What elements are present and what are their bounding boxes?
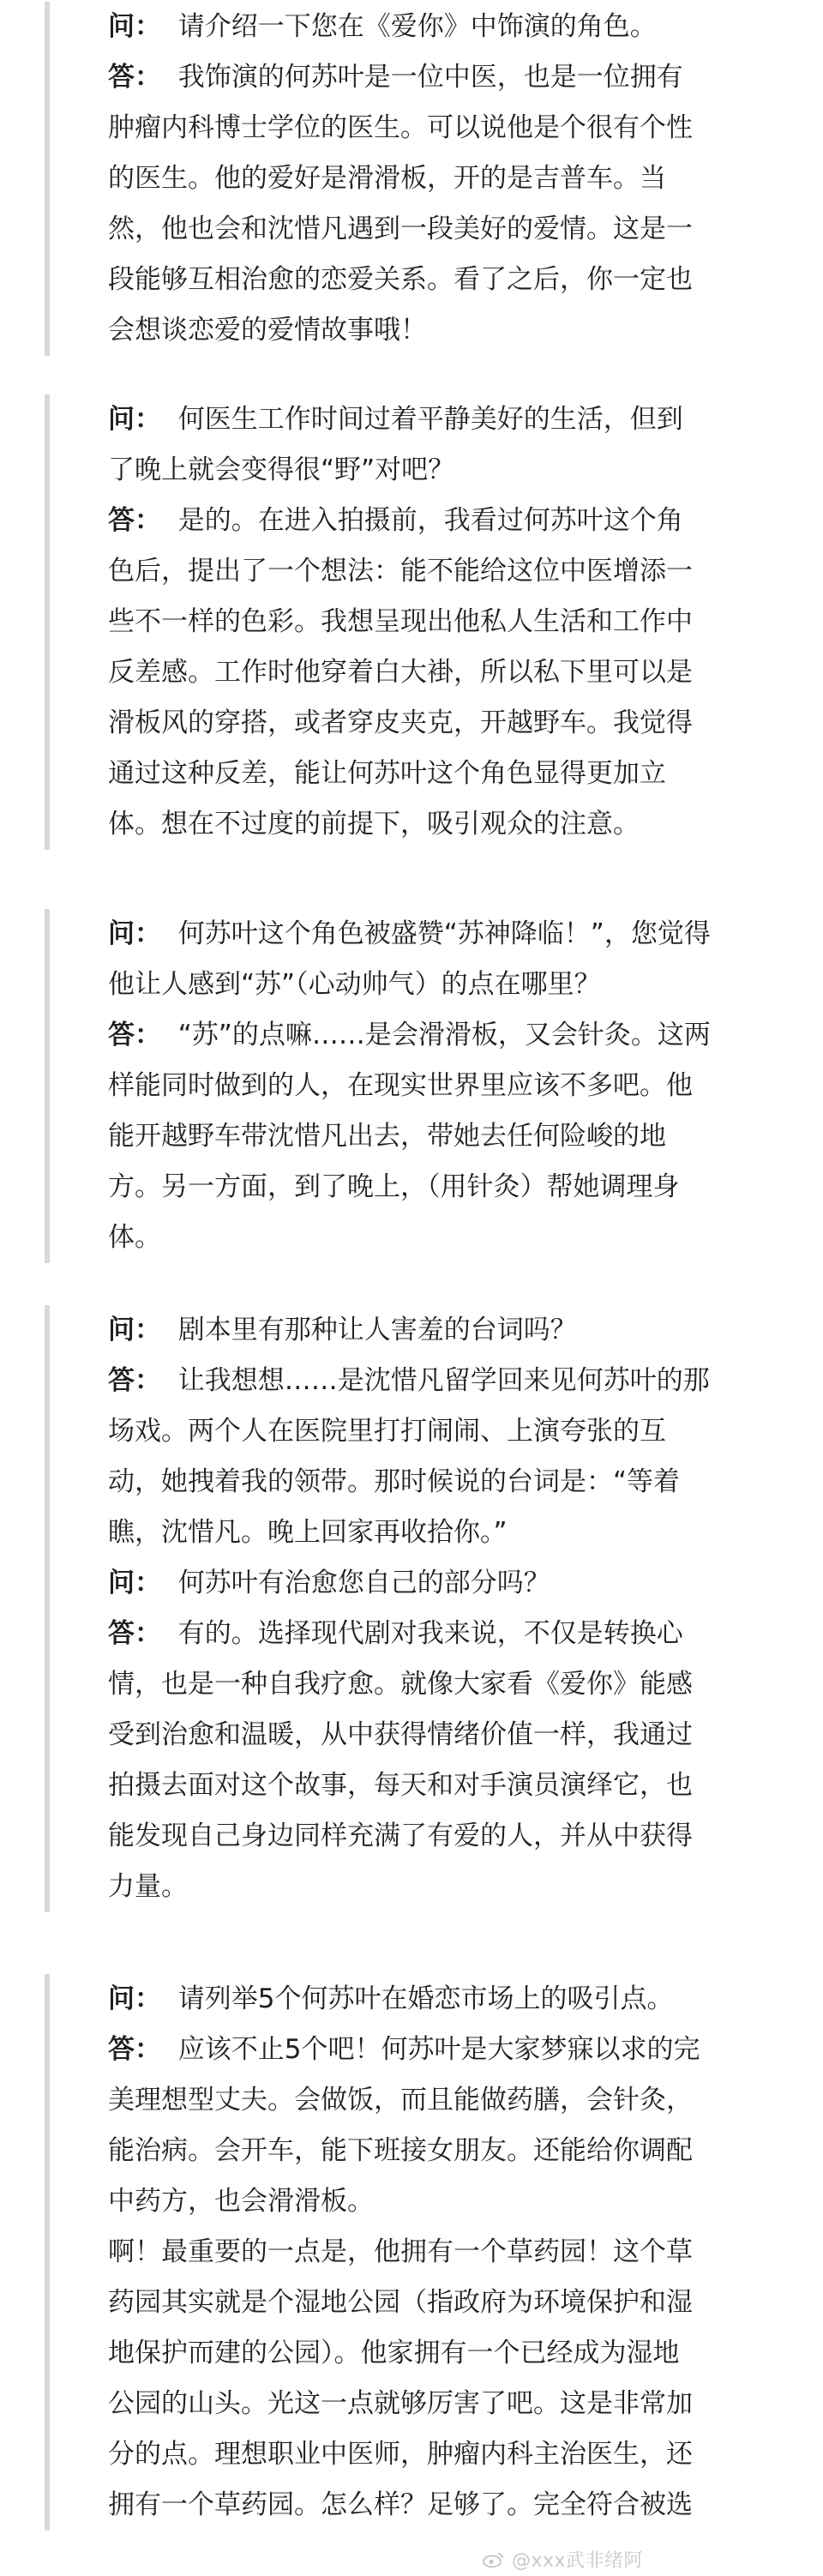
question-label: 问： [108,404,161,435]
qa-line [108,2379,790,2429]
qa-line-text: 有的。选择现代剧对我来说，不仅是转换心 [177,1618,683,1649]
qa-line [108,1406,790,1457]
qa-block-lines [108,394,790,850]
qa-line [108,698,790,749]
qa-line [108,445,790,496]
qa-block-lines [108,2,790,356]
qa-line [108,305,790,356]
qa-line-text: 啊！最重要的一点是，他拥有一个草药园！这个草 [108,2236,693,2267]
qa-block-lines [108,909,790,1263]
qa-line-text: 通过这种反差，能让何苏叶这个角色显得更加立 [108,758,666,789]
qa-line [108,2328,790,2379]
qa-line [108,2025,790,2075]
qa-line-text: 我饰演的何苏叶是一位中医，也是一位拥有 [177,62,683,93]
qa-line-text: 体。想在不过度的前提下，吸引观众的注意。 [108,809,640,840]
qa-line [108,1710,790,1760]
qa-line [108,255,790,305]
qa-line-text: 拥有一个草药园。怎么样？足够了。完全符合被选 [108,2489,693,2520]
qa-line-text: 是的。在进入拍摄前，我看过何苏叶这个角 [177,505,683,536]
qa-line [108,204,790,255]
qa-line-text: 情，也是一种自我疗愈。就像大家看《爱你》能感 [108,1669,693,1700]
answer-label: 答： [108,2034,161,2065]
qa-line [108,1609,790,1659]
qa-line [108,1508,790,1558]
qa-line-text: 方。另一方面，到了晚上，（用针灸）帮她调理身 [108,1171,680,1202]
qa-line [108,2227,790,2278]
qa-line-text: 拍摄去面对这个故事，每天和对手演员演绎它，也 [108,1770,693,1801]
answer-label: 答： [108,62,161,93]
qa-line-text: 体。 [108,1222,161,1253]
qa-line [108,2480,790,2531]
question-label: 问： [108,11,161,42]
qa-line [108,749,790,799]
qa-line [108,546,790,597]
qa-line-text: 反差感。工作时他穿着白大褂，所以私下里可以是 [108,657,693,688]
qa-block-3 [45,909,790,1263]
qa-line-text: 些不一样的色彩。我想呈现出他私人生活和工作中 [108,606,693,637]
qa-line-text: 段能够互相治愈的恋爱关系。看了之后，你一定也 [108,264,693,295]
qa-line [108,1305,790,1356]
qa-block-1 [45,2,790,356]
qa-block-lines [108,1974,790,2531]
qa-line [108,1111,790,1162]
answer-label: 答： [108,505,161,536]
watermark-text: @xxx武非绪阿 [511,2550,643,2572]
qa-line-text: 的医生。他的爱好是滑滑板，开的是吉普车。当 [108,163,666,194]
qa-line-text: 请列举5个何苏叶在婚恋市场上的吸引点。 [177,1983,674,2014]
qa-line-text: 肿瘤内科博士学位的医生。可以说他是个很有个性 [108,112,693,143]
qa-line-text: “苏”的点嘛……是会滑滑板，又会针灸。这两 [177,1020,711,1050]
qa-block-2 [45,394,790,850]
qa-line-text: 剧本里有那种让人害羞的台词吗？ [177,1315,577,1345]
qa-line [108,2075,790,2126]
qa-block-lines [108,1305,790,1912]
qa-line [108,1356,790,1406]
question-label: 问： [108,1568,161,1598]
qa-line [108,799,790,850]
qa-line [108,909,790,960]
qa-line-text: 何苏叶有治愈您自己的部分吗？ [177,1568,550,1598]
question-label: 问： [108,1983,161,2014]
answer-label: 答： [108,1618,161,1649]
qa-line [108,153,790,204]
qa-line [108,52,790,103]
qa-line-text: 力量。 [108,1871,188,1902]
qa-line-text: 何医生工作时间过着平静美好的生活，但到 [177,404,683,435]
qa-line-text: 能治病。会开车，能下班接女朋友。还能给你调配 [108,2135,693,2166]
qa-line [108,1558,790,1609]
qa-line [108,647,790,698]
qa-line [108,597,790,647]
qa-line [108,2429,790,2480]
qa-line-text: 何苏叶这个角色被盛赞“苏神降临！”，您觉得 [177,918,711,949]
qa-line-text: 应该不止5个吧！何苏叶是大家梦寐以求的完 [177,2034,700,2065]
watermark [483,2546,643,2573]
qa-line-text: 公园的山头。光这一点就够厉害了吧。这是非常加 [108,2388,693,2419]
qa-line [108,1974,790,2025]
qa-line-text: 中药方，也会滑滑板。 [108,2186,374,2217]
qa-line-text: 美理想型丈夫。会做饭，而且能做药膳，会针灸， [108,2085,693,2116]
qa-line-text: 会想谈恋爱的爱情故事哦！ [108,315,427,346]
qa-line [108,1162,790,1213]
qa-line [108,1811,790,1862]
qa-block-5 [45,1974,790,2531]
qa-line-text: 样能同时做到的人，在现实世界里应该不多吧。他 [108,1070,693,1101]
qa-block-4 [45,1305,790,1912]
qa-line [108,960,790,1010]
qa-line [108,2,790,52]
qa-line-text: 能开越野车带沈惜凡出去，带她去任何险峻的地 [108,1121,666,1152]
qa-line-text: 色后，提出了一个想法：能不能给这位中医增添一 [108,556,693,587]
qa-line [108,496,790,546]
qa-line-text: 滑板风的穿搭，或者穿皮夹克，开越野车。我觉得 [108,707,693,738]
qa-line [108,1457,790,1508]
qa-line [108,103,790,153]
qa-line-text: 地保护而建的公园）。他家拥有一个已经成为湿地 [108,2338,680,2368]
qa-line-text: 分的点。理想职业中医师，肿瘤内科主治医生，还 [108,2439,693,2470]
qa-line-text: 请介绍一下您在《爱你》中饰演的角色。 [177,11,657,42]
qa-line-text: 场戏。两个人在医院里打打闹闹、上演夸张的互 [108,1416,666,1447]
qa-line-text: 了晚上就会变得很“野”对吧？ [108,454,455,485]
qa-line [108,1213,790,1263]
question-label: 问： [108,918,161,949]
qa-line-text: 然，他也会和沈惜凡遇到一段美好的爱情。这是一 [108,214,693,244]
qa-line-text: 受到治愈和温暖，从中获得情绪价值一样，我通过 [108,1719,693,1750]
qa-line-text: 动，她拽着我的领带。那时候说的台词是：“等着 [108,1466,681,1497]
weibo-logo-icon [483,2551,505,2568]
qa-line-text: 能发现自己身边同样充满了有爱的人，并从中获得 [108,1821,693,1851]
answer-label: 答： [108,1020,161,1050]
qa-line [108,394,790,445]
qa-line-text: 让我想想……是沈惜凡留学回来见何苏叶的那 [177,1365,710,1396]
qa-line-text: 药园其实就是个湿地公园（指政府为环境保护和湿 [108,2287,693,2318]
qa-line [108,2176,790,2227]
qa-line [108,1061,790,1111]
qa-line-text: 他让人感到“苏”（心动帅气）的点在哪里？ [108,969,601,1000]
qa-line [108,1862,790,1912]
question-label: 问： [108,1315,161,1345]
qa-line-text: 瞧，沈惜凡。晚上回家再收拾你。” [108,1517,508,1548]
answer-label: 答： [108,1365,161,1396]
qa-line [108,1010,790,1061]
qa-line [108,1659,790,1710]
qa-line [108,2126,790,2176]
qa-line [108,1760,790,1811]
qa-line [108,2278,790,2328]
